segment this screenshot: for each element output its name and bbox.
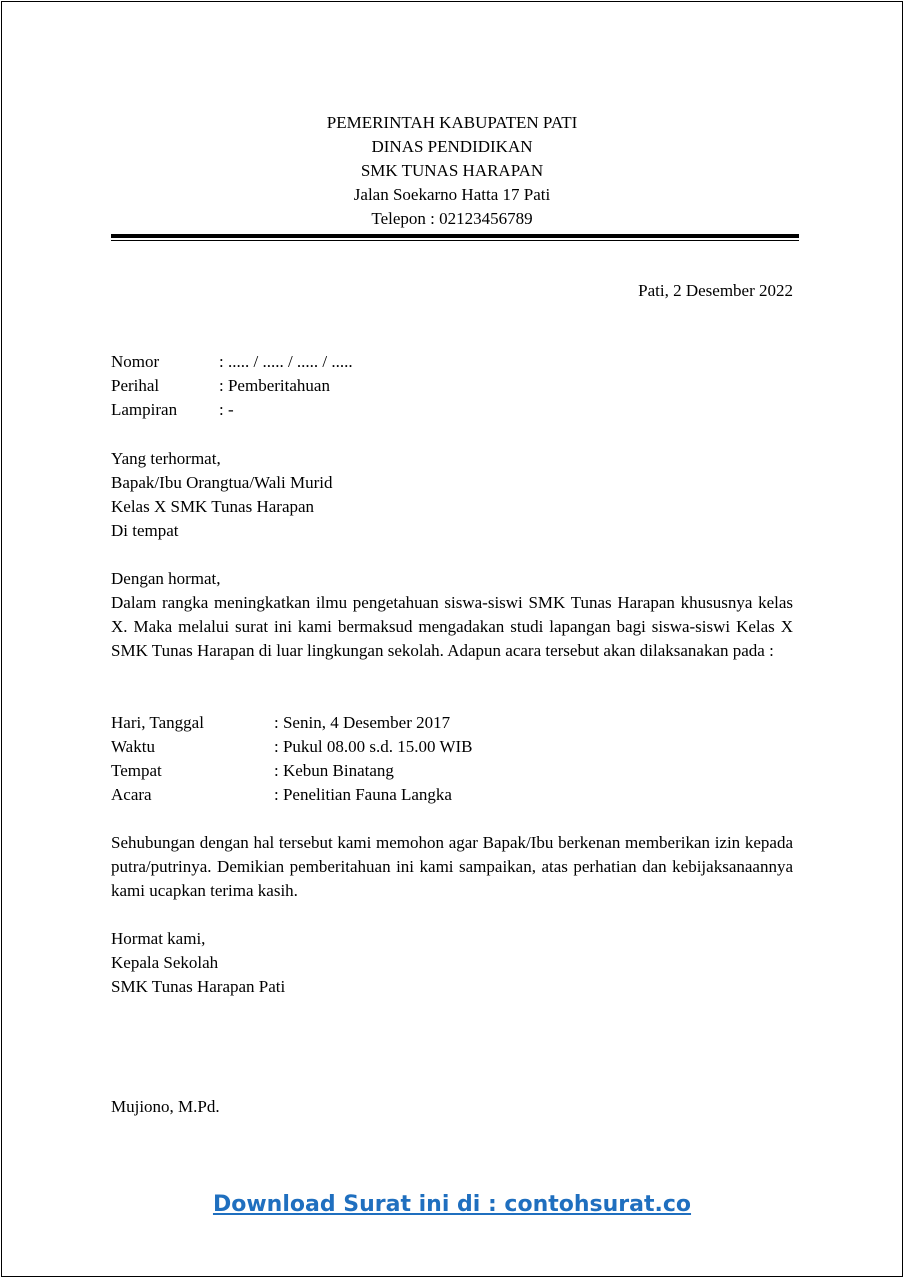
signature-title: Kepala Sekolah: [111, 953, 219, 972]
recipient-salutation: Yang terhormat,: [111, 449, 221, 468]
detail-label-time: Waktu: [111, 737, 155, 756]
recipient-place: Di tempat: [111, 521, 179, 540]
header-divider-thin: [111, 240, 799, 241]
greeting: Dengan hormat,: [111, 569, 221, 588]
detail-value-place: : Kebun Binatang: [274, 761, 394, 780]
detail-label-place: Tempat: [111, 761, 162, 780]
header-department: DINAS PENDIDIKAN: [371, 137, 533, 156]
recipient-class: Kelas X SMK Tunas Harapan: [111, 497, 315, 516]
detail-value-date: : Senin, 4 Desember 2017: [274, 713, 451, 732]
meta-value-lampiran: : -: [219, 400, 234, 419]
signature-name: Mujiono, M.Pd.: [111, 1097, 220, 1116]
meta-value-perihal: : Pemberitahuan: [219, 376, 330, 395]
detail-value-event: : Penelitian Fauna Langka: [274, 785, 452, 804]
intro-paragraph: Dalam rangka meningkatkan ilmu pengetahuan siswa-siswi SMK Tunas Harapan khususnya kelas X. Maka melalui surat ini kami bermaksud mengadakan studi lapangan bagi siswa-siswi Kelas X SMK Tunas Harapan di luar lingkungan sekolah. Adapun acara tersebut akan dilaksanakan pada :: [111, 593, 793, 660]
recipient-name: Bapak/Ibu Orangtua/Wali Murid: [111, 473, 333, 492]
signature-school: SMK Tunas Harapan Pati: [111, 977, 286, 996]
header-government: PEMERINTAH KABUPATEN PATI: [326, 113, 578, 132]
detail-value-time: : Pukul 08.00 s.d. 15.00 WIB: [274, 737, 473, 756]
closing-paragraph: Sehubungan dengan hal tersebut kami memohon agar Bapak/Ibu berkenan memberikan izin kepada putra/putrinya. Demikian pemberitahuan ini kami sampaikan, atas perhatian dan kebijaksanaannya kami ucapkan terima kasih.: [111, 833, 793, 900]
meta-value-nomor: : ..... / ..... / ..... / .....: [219, 352, 353, 371]
header-address: Jalan Soekarno Hatta 17 Pati: [353, 185, 551, 204]
detail-label-date: Hari, Tanggal: [111, 713, 204, 732]
detail-label-event: Acara: [111, 785, 152, 804]
header-divider-thick: [111, 234, 799, 238]
download-link[interactable]: Download Surat ini di : contohsurat.co: [212, 1192, 692, 1217]
meta-label-lampiran: Lampiran: [111, 400, 178, 419]
header-phone: Telepon : 02123456789: [371, 209, 533, 228]
letter-date: Pati, 2 Desember 2022: [638, 281, 793, 300]
meta-label-perihal: Perihal: [111, 376, 160, 395]
header-school: SMK TUNAS HARAPAN: [360, 161, 544, 180]
meta-label-nomor: Nomor: [111, 352, 160, 371]
signature-closing: Hormat kami,: [111, 929, 206, 948]
